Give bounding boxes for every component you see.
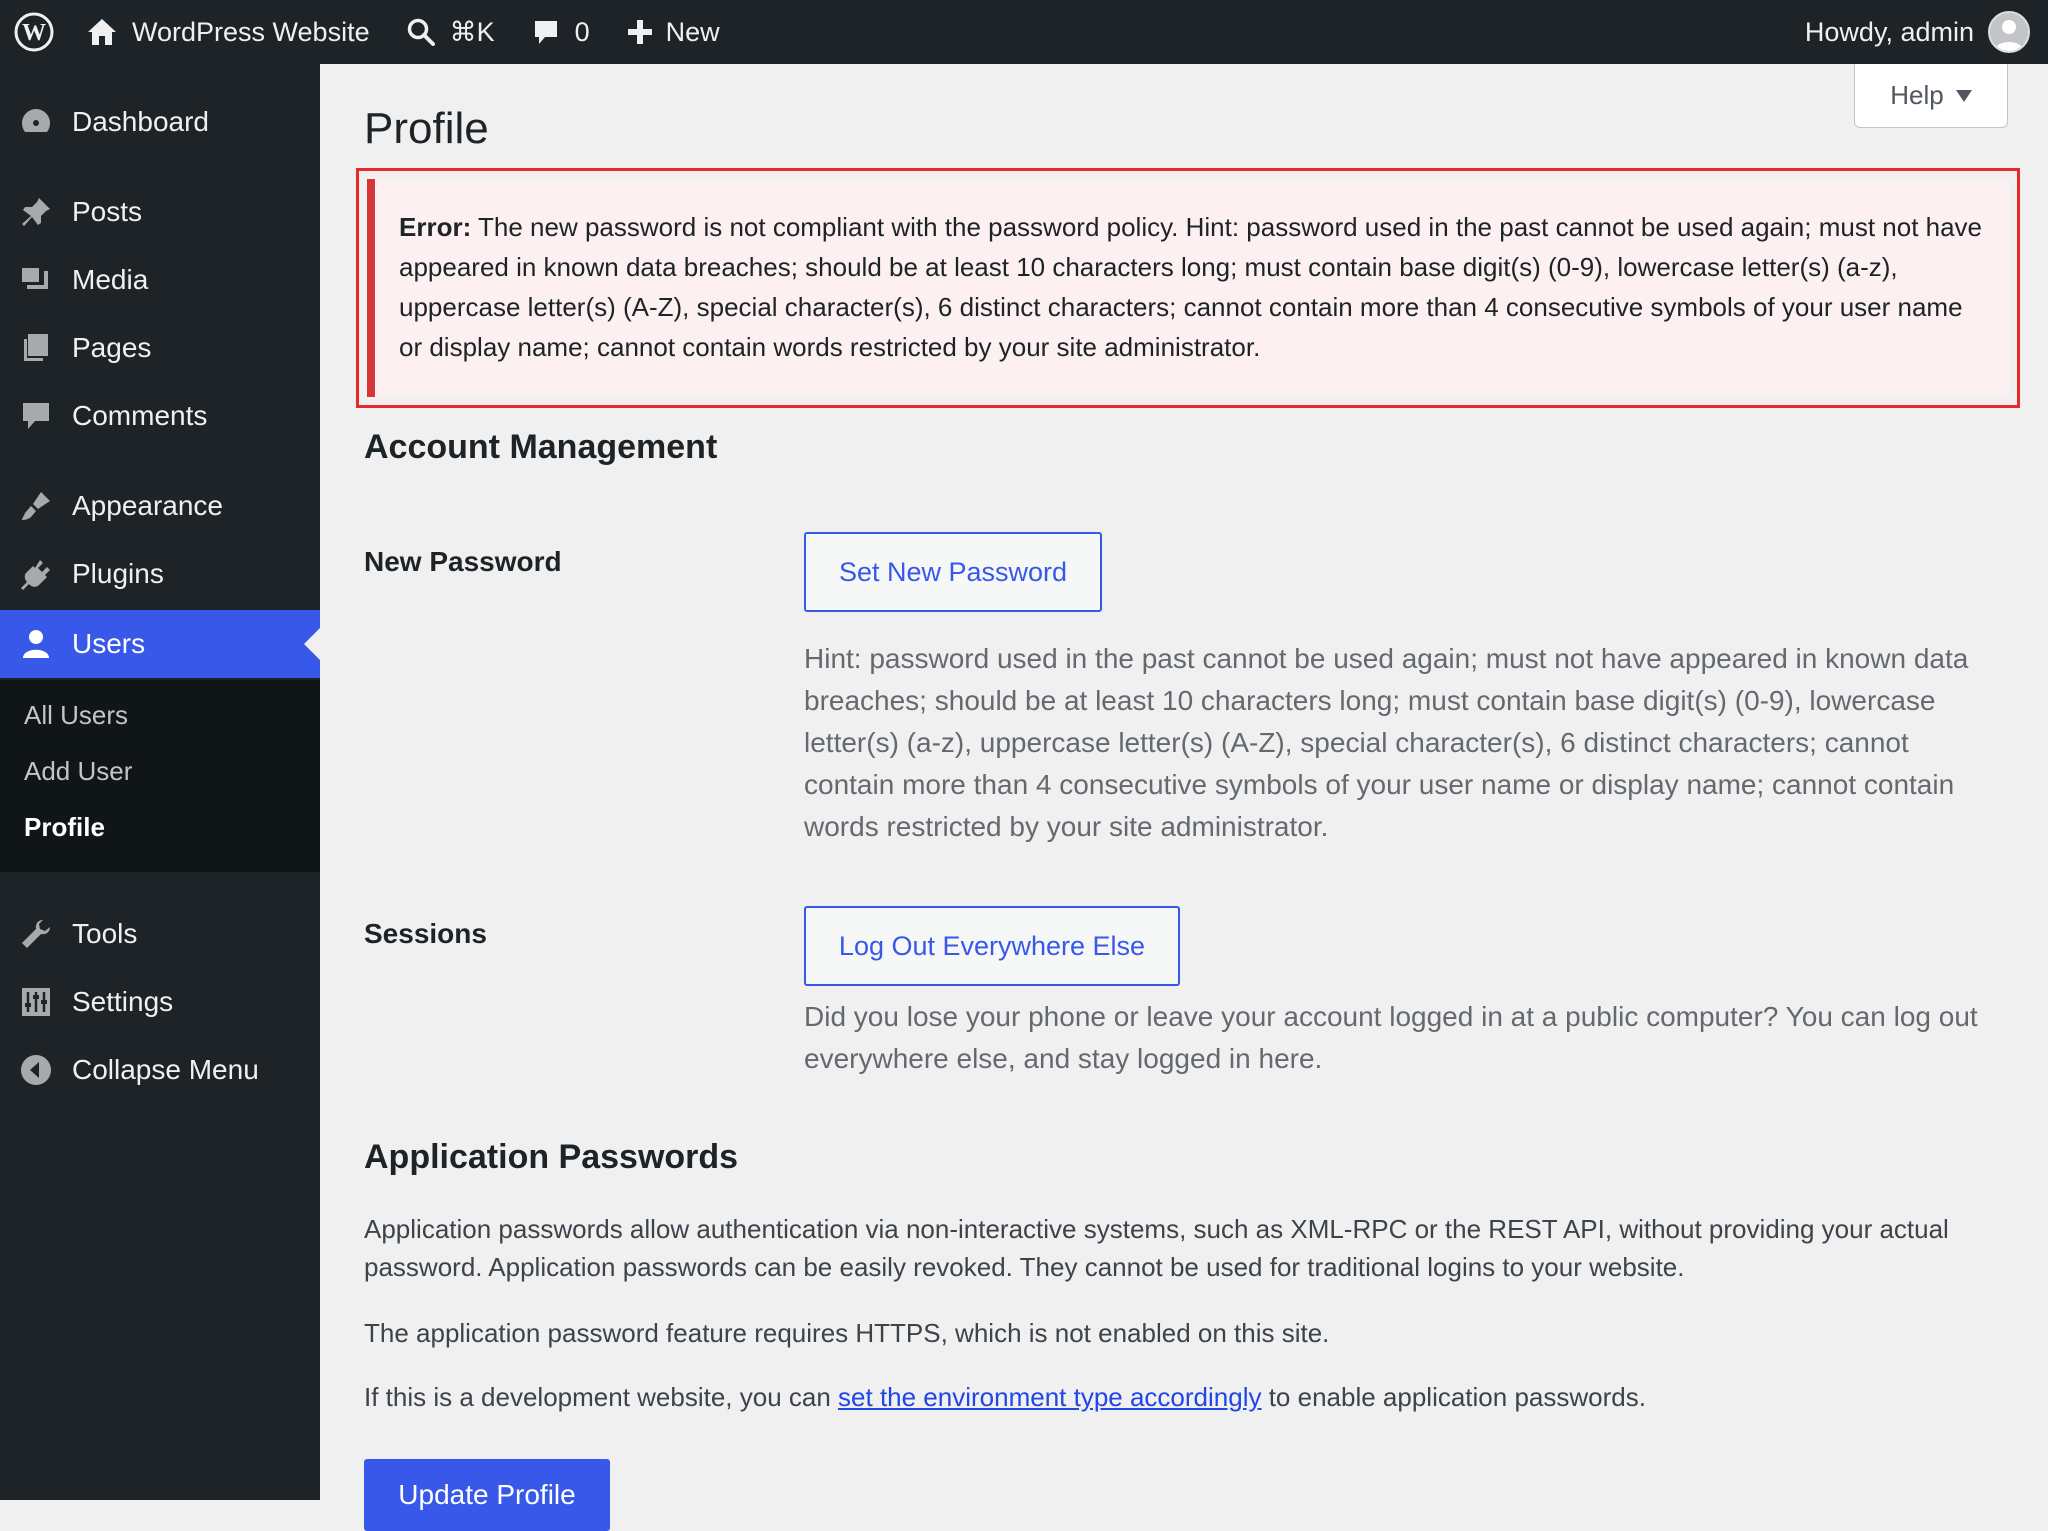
- log-out-everywhere-button[interactable]: Log Out Everywhere Else: [804, 906, 1180, 986]
- search-icon: [406, 17, 436, 47]
- menu-label: Collapse Menu: [72, 1054, 259, 1085]
- sliders-icon: [0, 985, 72, 1019]
- password-hint: Hint: password used in the past cannot be used again; must not have appeared in known data breaches; should be at least 10 characters long; must contain base digit(s) (0-9), lowercase letter(s) (a-z), uppercase letter(s) (A-Z), special character(s), 6 distinct characters; cannot contain more than 4 consecutive symbols of your user name or display name; cannot contain words restricted by your site administrator.: [804, 643, 1969, 842]
- account-management-heading: Account Management: [364, 428, 718, 466]
- menu-comments[interactable]: [0, 382, 320, 450]
- menu-pages[interactable]: [0, 314, 320, 382]
- submenu-add-user[interactable]: Add User: [24, 756, 133, 786]
- admin-sidebar: [0, 64, 320, 1500]
- menu-users[interactable]: [0, 610, 320, 678]
- wrench-icon: [0, 917, 72, 951]
- dashboard-icon: [0, 105, 72, 139]
- menu-appearance[interactable]: [0, 472, 320, 540]
- application-passwords-heading: Application Passwords: [364, 1138, 739, 1176]
- search-shortcut: ⌘K: [449, 16, 495, 47]
- menu-posts[interactable]: [0, 178, 320, 246]
- command-palette-button[interactable]: [384, 0, 509, 64]
- my-account-menu[interactable]: [1791, 0, 2048, 64]
- chevron-down-icon: [1956, 90, 1972, 102]
- main-content: [320, 64, 2048, 1510]
- submenu-all-users[interactable]: All Users: [24, 700, 129, 730]
- new-password-label: New Password: [364, 546, 562, 577]
- plus-icon: [626, 18, 654, 46]
- menu-tools[interactable]: [0, 900, 320, 968]
- sessions-hint: Did you lose your phone or leave your account logged in at a public computer? You can log out everywhere else, and stay logged in here.: [804, 1001, 1978, 1074]
- comment-icon: [531, 17, 561, 47]
- site-name: WordPress Website: [132, 16, 370, 47]
- https-notice: The application password feature requires HTTPS, which is not enabled on this site.: [364, 1318, 1330, 1348]
- error-notice: [356, 168, 2020, 408]
- help-label: Help: [1890, 80, 1944, 110]
- menu-label: Plugins: [72, 558, 164, 589]
- menu-label: Tools: [72, 918, 138, 949]
- site-name-link[interactable]: [66, 0, 384, 64]
- app-passwords-description: Application passwords allow authentication via non-interactive systems, such as XML-RPC or the REST API, without providing your actual password. Application passwords can be easily revoked. They cannot be used for traditional logins to your website.: [364, 1214, 1949, 1282]
- dev-notice: [364, 1378, 2004, 1416]
- brush-icon: [0, 489, 72, 523]
- wordpress-logo-icon[interactable]: [2, 0, 66, 64]
- menu-settings[interactable]: [0, 968, 320, 1036]
- pin-icon: [0, 195, 72, 229]
- media-icon: [0, 263, 72, 297]
- help-button[interactable]: [1854, 64, 2008, 128]
- menu-media[interactable]: [0, 246, 320, 314]
- menu-label: Comments: [72, 400, 208, 431]
- new-content-button[interactable]: [604, 0, 734, 64]
- error-notice-body: [367, 179, 2009, 397]
- menu-label: Users: [72, 628, 146, 659]
- users-submenu: [0, 680, 320, 872]
- collapse-icon: [0, 1053, 72, 1087]
- menu-label: Posts: [72, 196, 143, 227]
- dev-notice-text: If this is a development website, you can: [364, 1382, 839, 1412]
- environment-type-link[interactable]: set the environment type accordingly: [838, 1382, 1262, 1412]
- user-icon: [0, 627, 72, 661]
- comments-link[interactable]: [509, 0, 604, 64]
- submenu-profile[interactable]: Profile: [24, 812, 105, 842]
- error-prefix: Error:: [399, 212, 472, 242]
- new-label: New: [665, 16, 720, 47]
- error-message: The new password is not compliant with the password policy. Hint: password used in the past cannot be used again; must not have appeared in known data breaches; should be at least 10 characters long; must contain base digit(s) (0-9), lowercase letter(s) (a-z), uppercase letter(s) (A-Z), special character(s), 6 distinct characters; cannot contain more than 4 consecutive symbols of your user name or display name; cannot contain words restricted by your site administrator.: [399, 212, 1983, 362]
- svg-text:W: W: [22, 20, 46, 46]
- howdy-greeting: Howdy, admin: [1804, 16, 1974, 47]
- plug-icon: [0, 557, 72, 591]
- dev-notice-text-end: to enable application passwords.: [1261, 1382, 1646, 1412]
- menu-dashboard[interactable]: [0, 88, 320, 156]
- update-profile-button[interactable]: Update Profile: [364, 1459, 610, 1531]
- menu-plugins[interactable]: [0, 540, 320, 608]
- collapse-menu-button[interactable]: [0, 1036, 320, 1104]
- comments-count: 0: [574, 16, 590, 47]
- menu-label: Appearance: [72, 490, 224, 521]
- page-title: Profile: [364, 104, 489, 153]
- sessions-label: Sessions: [364, 918, 487, 949]
- set-new-password-button[interactable]: Set New Password: [804, 532, 1102, 612]
- home-icon: [86, 16, 118, 48]
- pages-icon: [0, 331, 72, 365]
- menu-label: Media: [72, 264, 149, 295]
- admin-bar: [0, 0, 2048, 64]
- comment-icon: [0, 399, 72, 433]
- avatar: [1988, 11, 2030, 53]
- menu-label: Pages: [72, 332, 152, 363]
- menu-label: Dashboard: [72, 106, 209, 137]
- menu-label: Settings: [72, 986, 174, 1017]
